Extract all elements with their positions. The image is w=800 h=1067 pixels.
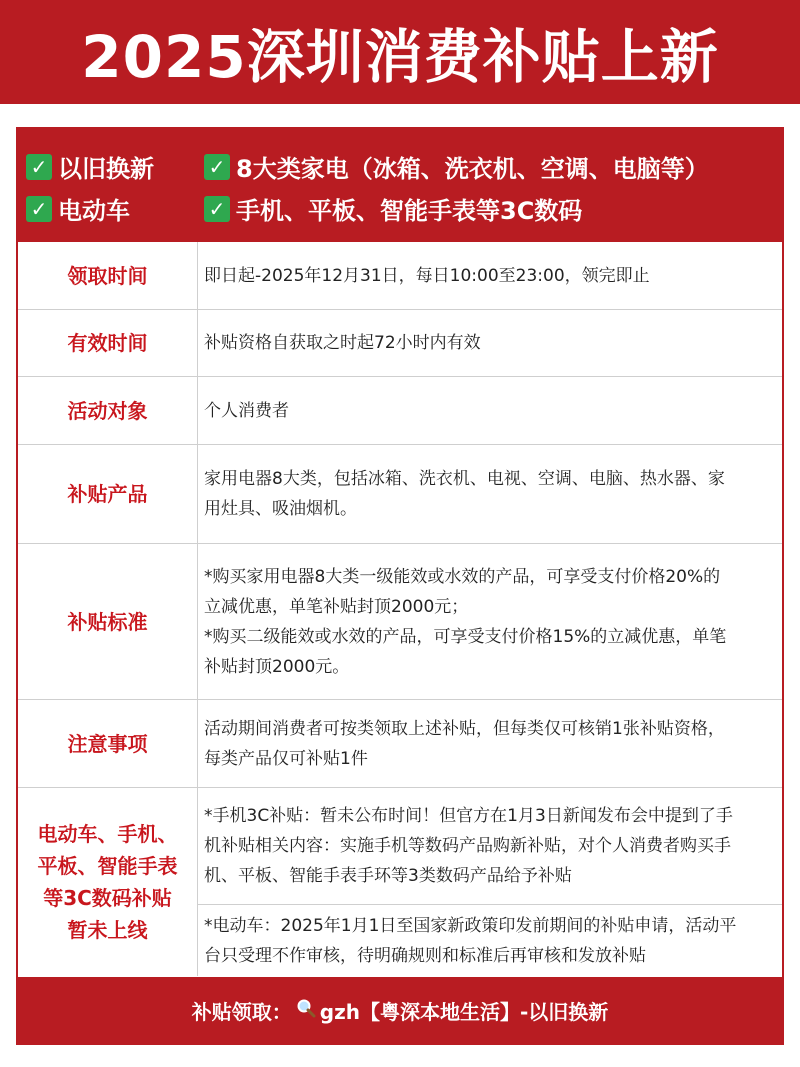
subsidy-card [16, 127, 784, 1045]
table-row-target [18, 377, 782, 445]
row-value: 即日起-2025年12月31日，每日10:00至23:00，领完即止 [204, 265, 650, 286]
row-label: 补贴标准 [18, 544, 198, 699]
phone-3c-note: *手机3C补贴：暂未公布时间！但官方在1月3日新闻发布会中提到了手 机补贴相关内容：实施手机等数码产品购新补贴，对个人消费者购买手 机、平板、智能手表手环等3类数码产品给予补贴 [204, 806, 733, 886]
row-label: 有效时间 [18, 310, 198, 376]
tag-label: 手机、平板、智能手表等3C数码 [236, 197, 583, 225]
tag-label: 电动车 [58, 197, 130, 225]
tag-label: 以旧换新 [58, 155, 154, 183]
tag-3c-digital [204, 191, 582, 226]
check-icon: ✓ [26, 196, 52, 222]
tag-appliances [204, 149, 709, 184]
tag-label: 8大类家电（冰箱、洗衣机、空调、电脑等） [236, 155, 709, 183]
page-title: 2025深圳消费补贴上新 [81, 23, 719, 91]
title-banner [0, 0, 800, 104]
row-label: 领取时间 [18, 242, 198, 309]
row-label: 活动对象 [18, 377, 198, 444]
footer-prefix: 补贴领取： [191, 999, 292, 1024]
table-row-valid-time [18, 310, 782, 377]
row-value: 家用电器8大类，包括冰箱、洗衣机、电视、空调、电脑、热水器、家 用灶具、吸油烟机。 [204, 469, 725, 519]
row-value: 活动期间消费者可按类领取上述补贴，但每类仅可核销1张补贴资格， 每类产品仅可补贴1件 [204, 718, 725, 769]
table-row-products [18, 445, 782, 544]
row-label: 电动车、手机、 平板、智能手表 等3C数码补贴 暂未上线 [18, 788, 198, 976]
check-icon: ✓ [26, 154, 52, 180]
table-row-standard [18, 544, 782, 700]
check-icon: ✓ [204, 196, 230, 222]
info-table [18, 242, 782, 976]
row-label: 注意事项 [18, 700, 198, 787]
table-row-notes [18, 700, 782, 788]
magnifier-icon [296, 998, 316, 1023]
row-value [198, 788, 782, 976]
check-icon: ✓ [204, 154, 230, 180]
footer-text: gzh【粤深本地生活】-以旧换新 [319, 999, 609, 1024]
row-label: 补贴产品 [18, 445, 198, 543]
tag-trade-in [26, 149, 154, 184]
e-bike-note: *电动车：2025年1月1日至国家新政策印发前期间的补贴申请，活动平 台只受理不作审核，待明确规则和标准后再审核和发放补贴 [198, 904, 782, 976]
row-value: 个人消费者 [204, 400, 289, 421]
category-tags [18, 129, 782, 242]
row-value: 补贴资格自获取之时起72小时内有效 [204, 333, 481, 353]
tag-e-bike [26, 191, 130, 226]
table-row-claim-time [18, 242, 782, 310]
claim-footer [18, 977, 782, 1043]
row-value: *购买家用电器8大类一级能效或水效的产品，可享受支付价格20%的 立减优惠，单笔补贴封顶2000元； *购买二级能效或水效的产品，可享受支付价格15%的立减优惠，单笔 补贴封顶2000元。 [204, 566, 727, 677]
table-row-not-launched [18, 788, 782, 976]
